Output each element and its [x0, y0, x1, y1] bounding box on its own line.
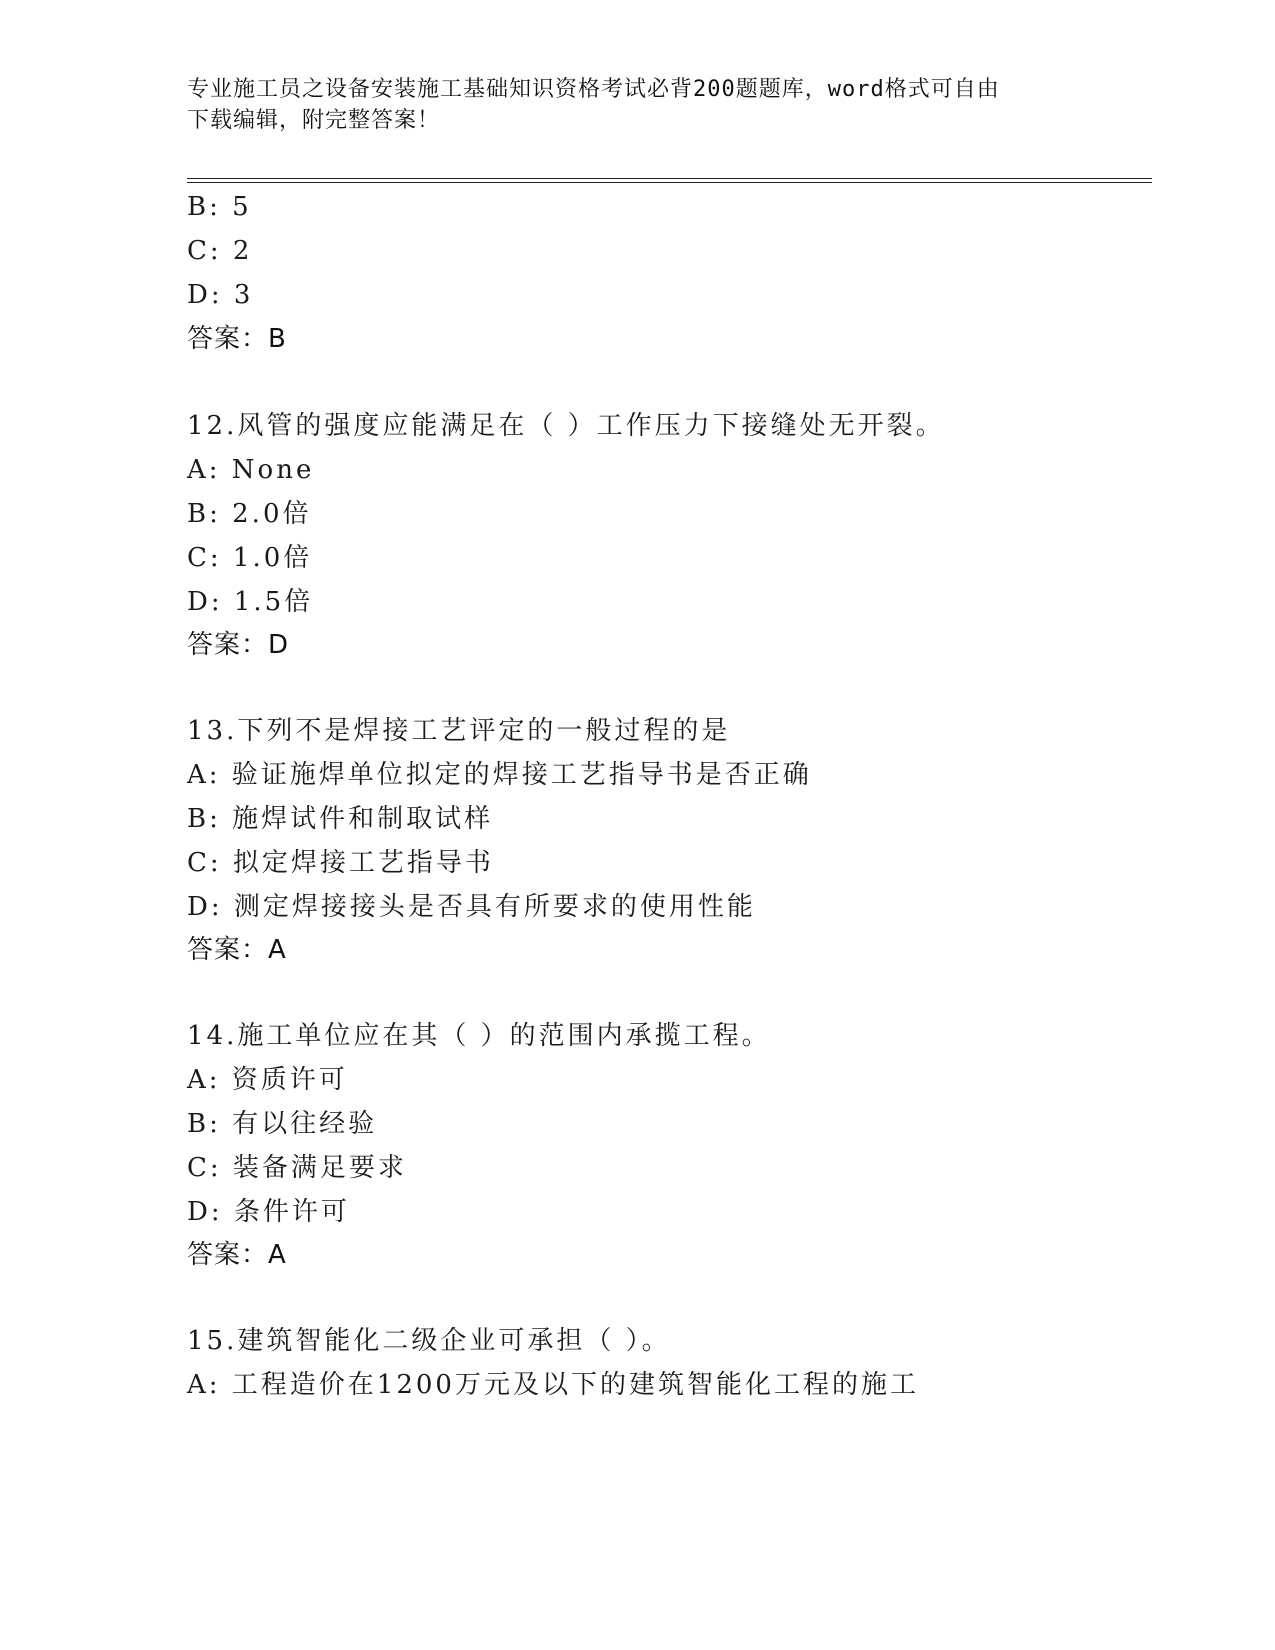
- q12-answer: 答案：D: [187, 630, 290, 660]
- q13-option-d: D: 测定焊接接头是否具有所要求的使用性能: [187, 892, 756, 922]
- q14-question: 14.施工单位应在其（ ）的范围内承揽工程。: [187, 1021, 771, 1051]
- q11-answer: 答案：B: [187, 324, 287, 354]
- q12-option-c: C: 1.0倍: [187, 543, 313, 573]
- q13-question: 13.下列不是焊接工艺评定的一般过程的是: [187, 716, 731, 746]
- q14-option-c: C: 装备满足要求: [187, 1153, 407, 1183]
- q14-option-a: A: 资质许可: [187, 1065, 348, 1095]
- header-line-2: 下载编辑，附完整答案！: [187, 108, 441, 133]
- q13-option-b: B: 施焊试件和制取试样: [187, 804, 494, 834]
- q12-option-b: B: 2.0倍: [187, 499, 312, 529]
- document-header: [187, 74, 1067, 136]
- q15-question: 15.建筑智能化二级企业可承担（ ）。: [187, 1326, 671, 1356]
- q13-option-c: C: 拟定焊接工艺指导书: [187, 848, 494, 878]
- q13-option-a: A: 验证施焊单位拟定的焊接工艺指导书是否正确: [187, 760, 812, 790]
- q15-option-a: A: 工程造价在1200万元及以下的建筑智能化工程的施工: [187, 1370, 919, 1400]
- q11-option-d: D: 3: [187, 280, 254, 310]
- header-divider: [187, 178, 1152, 183]
- q11-option-b: B: 5: [187, 192, 252, 222]
- q14-option-d: D: 条件许可: [187, 1197, 350, 1227]
- q14-option-b: B: 有以往经验: [187, 1109, 378, 1139]
- q12-option-a: A: None: [187, 455, 315, 485]
- q14-answer: 答案：A: [187, 1240, 287, 1270]
- q11-option-c: C: 2: [187, 236, 253, 266]
- q12-option-d: D: 1.5倍: [187, 587, 314, 617]
- q12-question: 12.风管的强度应能满足在（ ）工作压力下接缝处无开裂。: [187, 411, 945, 441]
- q13-answer: 答案：A: [187, 935, 287, 965]
- header-line-1: 专业施工员之设备安装施工基础知识资格考试必背200题题库，word格式可自由: [187, 77, 1000, 102]
